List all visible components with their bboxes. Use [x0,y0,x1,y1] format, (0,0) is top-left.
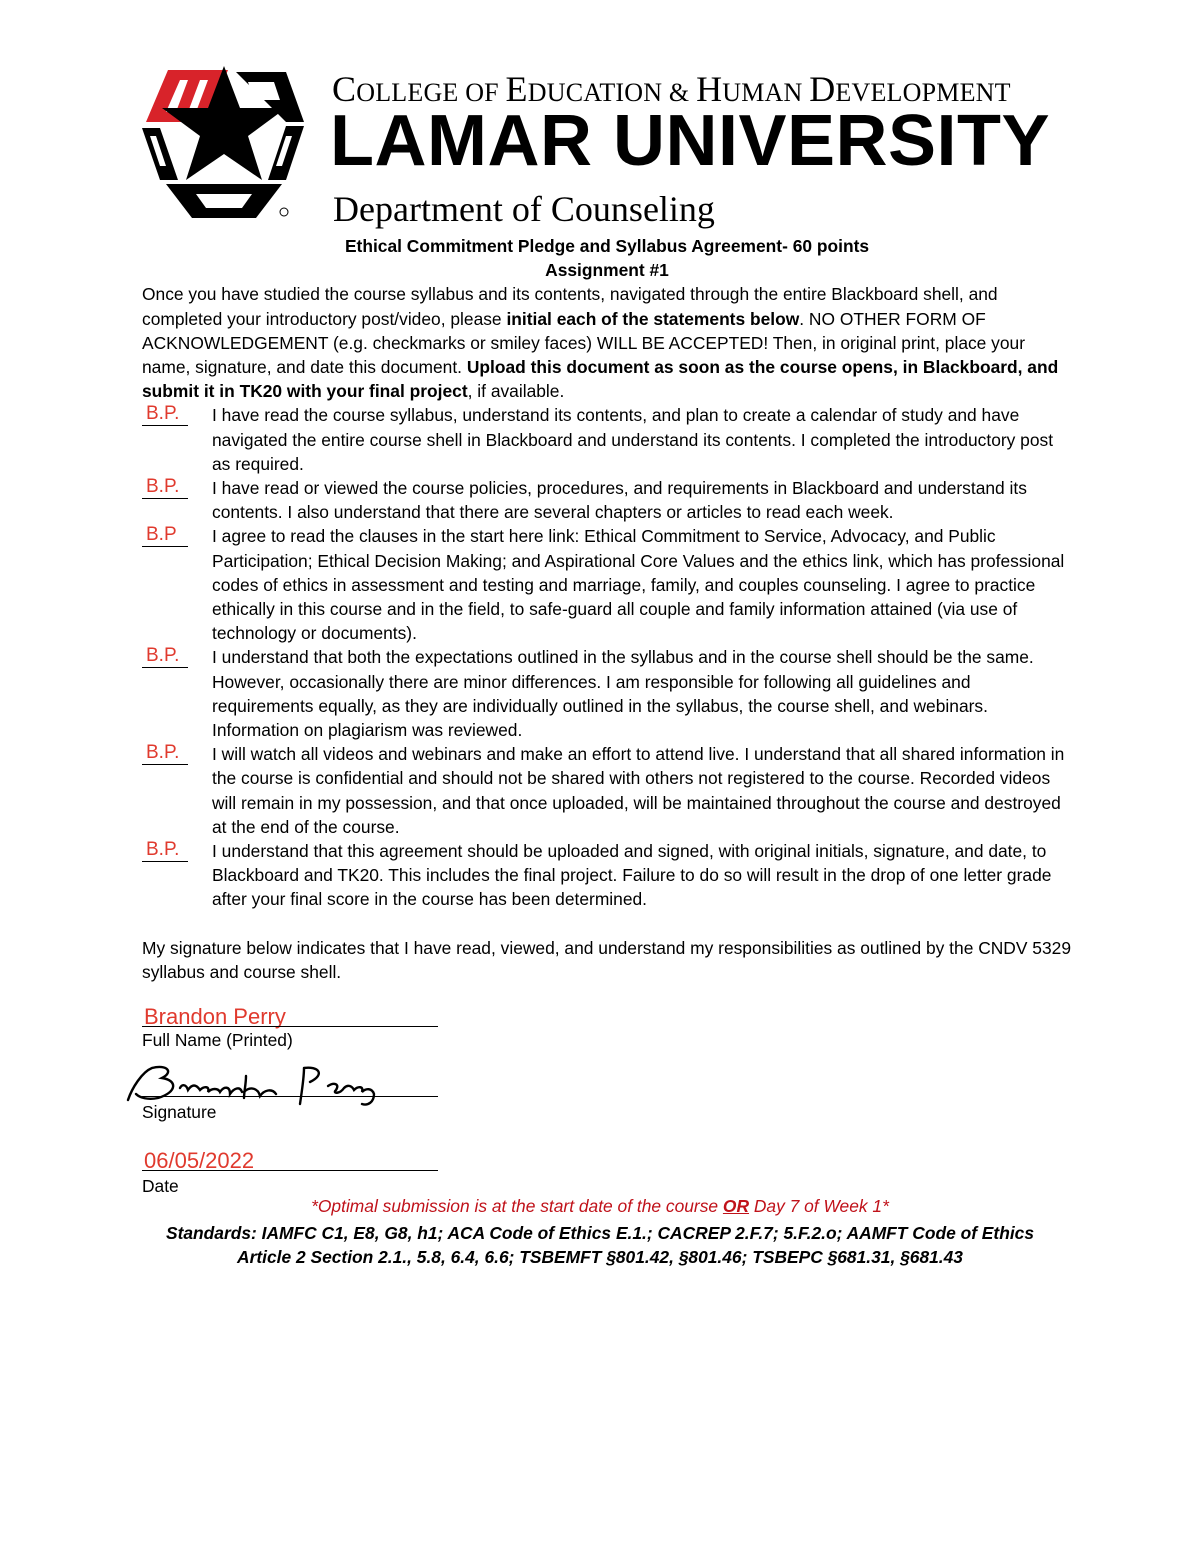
printed-name-value[interactable]: Brandon Perry [144,1004,286,1029]
handwritten-signature[interactable] [122,1058,402,1108]
standards-line-1: Standards: IAMFC C1, E8, G8, h1; ACA Code of Ethics E.1.; CACREP 2.F.7; 5.F.2.o; AAMFT Code of Ethics [165,1223,1035,1243]
initial-field[interactable]: B.P. [142,839,188,862]
statement-item: B.P. I understand that this agreement should be uploaded and signed, with original initials, signature, and date, to Blackboard and TK20. This includes the final project. Failure to do so will result in the drop of one letter grade after your final score in the course has been determined. [142,839,1072,912]
instructions-paragraph: Once you have studied the course syllabus and its contents, navigated through the entire Blackboard shell, and completed your introductory post/video, please initial each of the statements below. NO OTHER FORM OF ACKNOWLEDGEMENT (e.g. checkmarks or smiley faces) WILL BE ACCEPTED! Then, in original print, place your name, signature, and date this document. Upload this document as soon as the course opens, in Blackboard, and submit it in TK20 with your final project, if available. [142,284,1059,402]
initial-field[interactable]: B.P [142,524,188,547]
signature-statement: My signature below indicates that I have read, viewed, and understand my responsibilities as outlined by the CNDV 5329 syllabus and course shell. [142,937,1071,982]
initial-field[interactable]: B.P. [142,742,188,765]
statement-item: B.P. I have read or viewed the course policies, procedures, and requirements in Blackboard and understand its contents. I also understand that there are several chapters or articles to read each week. [142,476,1072,524]
statement-item: B.P. I understand that both the expectations outlined in the syllabus and in the course shell should be the same. However, occasionally there are minor differences. I am responsible for following all guidelines and requirements equally, as they are individually outlined in the syllabus, the course shell, and webinars. Information on plagiarism was reviewed. [142,645,1072,742]
name-line [142,1026,438,1027]
university-name: LAMAR UNIVERSITY [330,101,1051,181]
document-body [142,234,1072,984]
statement-item: B.P I agree to read the clauses in the start here link: Ethical Commitment to Service, Advocacy, and Public Participation; Ethical Decision Making; and Aspirational Core Values and the ethics link, which has professional codes of ethics in assessment and testing and marriage, family, and couples counseling. I agree to practice ethically in this course and in the field, to safe-guard all couple and family information attained (via use of technology or documents). [142,524,1072,645]
document-title: Ethical Commitment Pledge and Syllabus Agreement- 60 points [344,236,870,256]
standards-line-2: Article 2 Section 2.1., 5.8, 6.4, 6.6; TSBEMFT §801.42, §801.46; TSBEPC §681.31, §681.43 [237,1247,963,1267]
department-name: Department of Counseling [333,189,715,229]
signature-line [142,1096,438,1097]
date-line [142,1170,438,1171]
printed-name-label: Full Name (Printed) [142,1030,293,1050]
assignment-number: Assignment #1 [545,260,669,281]
initial-field[interactable]: B.P. [142,476,188,499]
statement-item: B.P. I will watch all videos and webinars and make an effort to attend live. I understand that all shared information in the course is confidential and should not be shared with others not registered to the course. Recorded videos will remain in my possession, and that once uploaded, will be maintained throughout the course and destroyed at the end of the course. [142,742,1072,839]
statement-item: B.P. I have read the course syllabus, understand its contents, and plan to create a calendar of study and have navigated the entire course shell in Blackboard and understand its contents. I completed the introductory post as required. [142,403,1072,476]
initial-field[interactable]: B.P. [142,645,188,668]
signature-label: Signature [142,1102,217,1122]
lamar-university-logo [136,62,306,222]
optimal-submission-note: *Optimal submission is at the start date of the course OR Day 7 of Week 1* [311,1196,889,1216]
date-label: Date [142,1176,179,1196]
college-name: COLLEGE OF EDUCATION & HUMAN DEVELOPMENT [332,69,1011,109]
initial-field[interactable]: B.P. [142,403,188,426]
date-value[interactable]: 06/05/2022 [144,1148,255,1173]
